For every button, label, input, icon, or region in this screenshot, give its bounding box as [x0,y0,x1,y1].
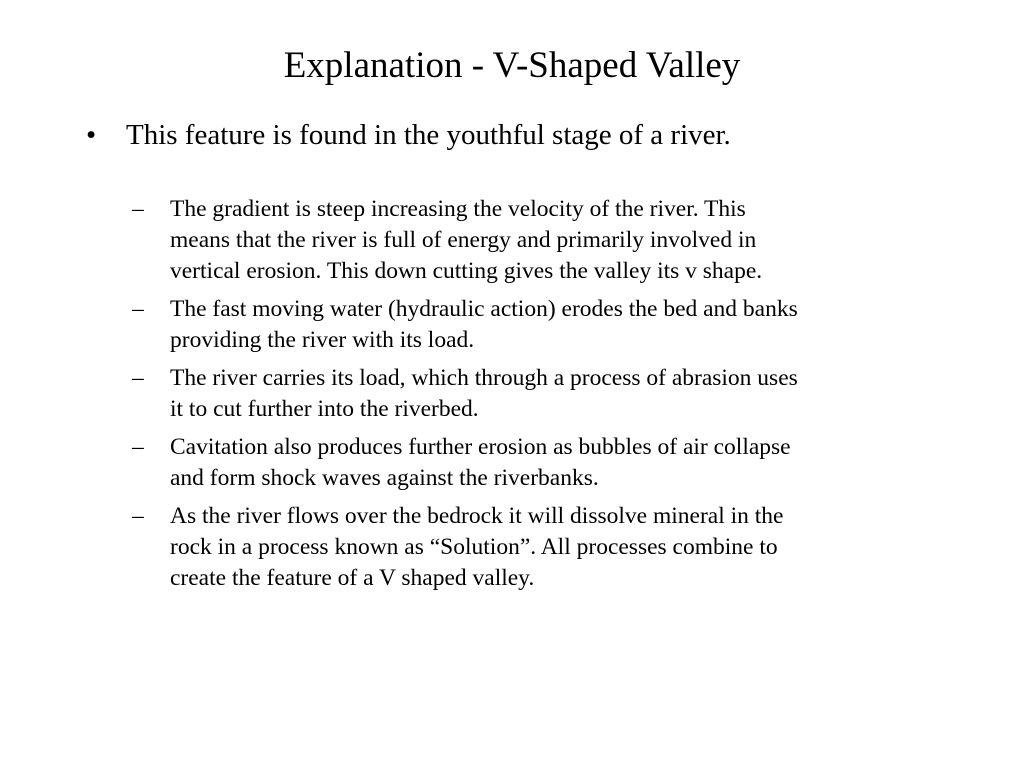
sub-bullet-item [132,194,942,287]
slide-title: Explanation - V-Shaped Valley [283,45,741,86]
sub-bullet-item [132,294,942,356]
dash-marker: – [132,196,144,222]
sub-bullet-list [132,194,942,601]
sub-bullet-item [132,501,942,594]
sub-bullet-text: Cavitation also produces further erosion as bubbles of air collapse and form shock waves against the riverbanks. [170,434,791,491]
sub-bullet-text: The gradient is steep increasing the velocity of the river. This means that the river is full of energy and primarily involved in vertical erosion. This down cutting gives the valley its v shape. [170,196,763,284]
sub-bullet-item [132,432,942,494]
dash-marker: – [132,296,144,322]
sub-bullet-text: The fast moving water (hydraulic action) erodes the bed and banks providing the river with its load. [170,296,798,353]
main-bullet [86,115,946,155]
sub-bullet-text: The river carries its load, which through a process of abrasion uses it to cut further into the riverbed. [170,365,798,422]
main-bullet-text: This feature is found in the youthful stage of a river. [126,119,731,151]
sub-bullet-text: As the river flows over the bedrock it will dissolve mineral in the rock in a process known as “Solution”. All processes combine to create the feature of a V shaped valley. [170,503,784,591]
dash-marker: – [132,365,144,391]
bullet-marker: • [86,119,97,151]
sub-bullet-item [132,363,942,425]
dash-marker: – [132,503,144,529]
dash-marker: – [132,434,144,460]
